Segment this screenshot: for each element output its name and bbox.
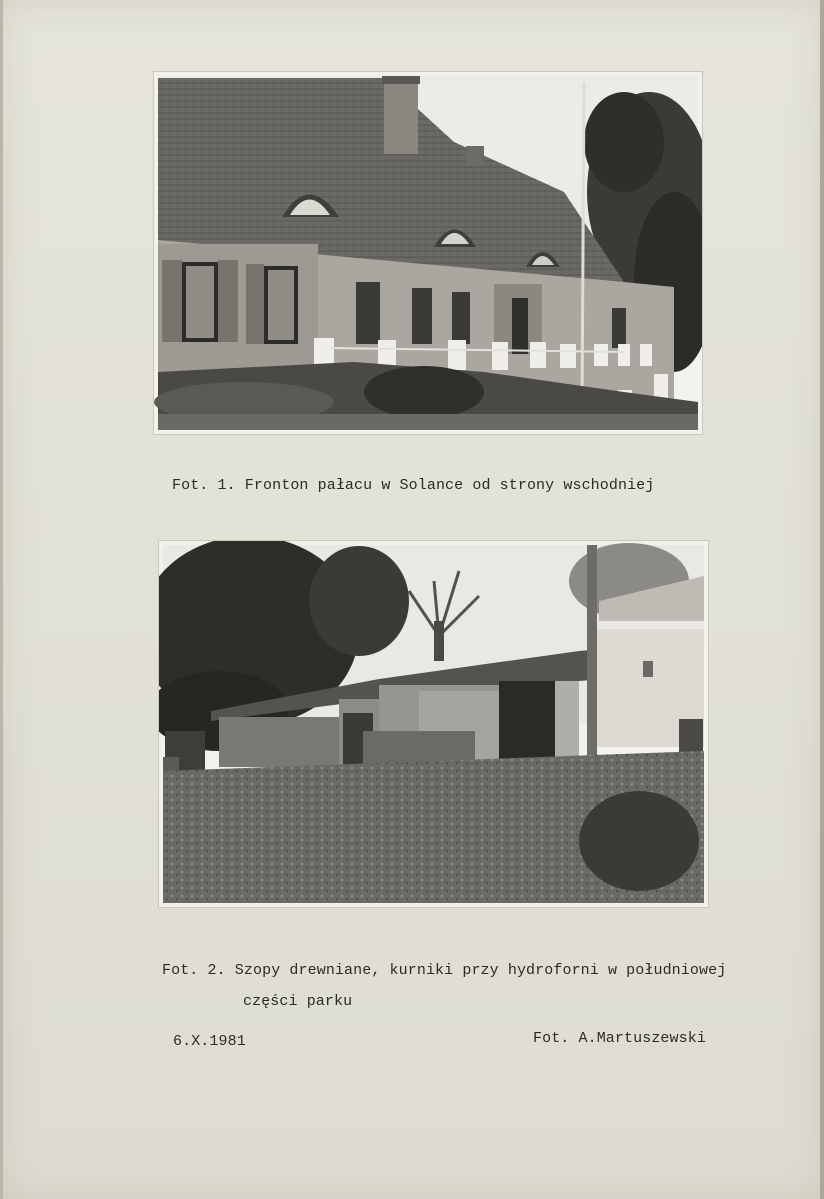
photo-2-caption-line-1: Fot. 2. Szopy drewniane, kurniki przy hydroforni w południowej [162,962,727,979]
photo-2-caption-line-2: części parku [243,993,353,1010]
photo-1-caption: Fot. 1. Fronton pałacu w Solance od strony wschodniej [172,477,655,494]
sheet-edge-right [820,0,824,1199]
photographer-credit: Fot. A.Martuszewski [533,1030,706,1047]
palace-facade-image [154,72,702,434]
photo-wooden-sheds [159,541,708,907]
photo-palace-facade [154,72,702,434]
photo-date: 6.X.1981 [173,1033,246,1050]
wooden-sheds-image [159,541,708,907]
sheet-edge-left [0,0,3,1199]
